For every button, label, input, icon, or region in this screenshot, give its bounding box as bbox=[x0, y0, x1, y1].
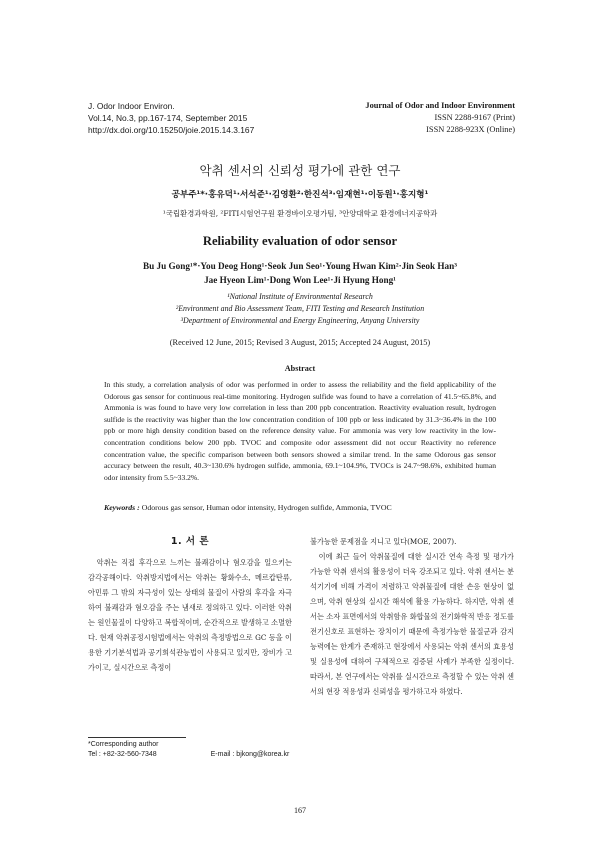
issn-print: ISSN 2288-9167 (Print) bbox=[434, 113, 515, 122]
telephone: Tel : +82-32-560-7348 bbox=[88, 751, 157, 758]
affiliation-2: ²Environment and Bio Assessment Team, FITI Testing and Research Institution bbox=[175, 304, 425, 313]
page-number: 167 bbox=[294, 806, 306, 815]
intro-paragraph-continued: 불가능한 문제점을 지니고 있다(MOE, 2007). bbox=[310, 537, 457, 546]
authors-english-line2: Jae Hyeon Lim¹·Dong Won Lee¹·Ji Hyung Hong¹ bbox=[204, 275, 396, 285]
issn-online: ISSN 2288-923X (Online) bbox=[426, 125, 515, 134]
title-korean: 악취 센서의 신뢰성 평가에 관한 연구 bbox=[199, 163, 401, 178]
affiliations-english bbox=[0, 291, 600, 327]
intro-paragraph-1: 악취는 직접 후각으로 느끼는 불쾌감이나 혐오감을 일으키는 감각공해이다. 악취방지법에서는 악취는 황화수소, 메르캅탄류, 아민류 그 밖의 자극성이 있는 상태의 물질이 사람의 후각을 자극하여 불쾌감과 혐오감을 주는 냄새로 정의하고 있다. 이러한 악취는 원인물질이 다양하고 복합적이며, 순간적으로 발생하고 소멸한다. 현재 악취공정시험법에서는 악취의 측정방법으로 GC 등을 이용한 기기분석법과 공기희석관능법이 사용되고 있지만, 장비가 고가이고, 실시간으로 측정이 bbox=[88, 558, 292, 672]
authors-english bbox=[0, 259, 600, 287]
affiliations-korean: ¹국립환경과학원, ²FITI시험연구원 환경바이오평가팀, ³안양대학교 환경에너지공학과 bbox=[162, 209, 438, 218]
journal-name: Journal of Odor and Indoor Environment bbox=[365, 101, 515, 110]
corresponding-author-footnote bbox=[88, 740, 289, 760]
title-english: Reliability evaluation of odor sensor bbox=[202, 234, 398, 248]
corresponding-label: *Corresponding author bbox=[88, 741, 159, 748]
keywords-line bbox=[104, 503, 504, 512]
authors-korean: 공부주¹*·홍유덕¹·서석준¹·김영환²·한진석³·임재현¹·이동원¹·홍지형¹ bbox=[171, 190, 429, 200]
received-dates: (Received 12 June, 2015; Revised 3 August, 2015; Accepted 24 August, 2015) bbox=[169, 338, 431, 347]
journal-issn-block bbox=[365, 100, 515, 136]
abstract-heading: Abstract bbox=[284, 364, 316, 373]
email-address[interactable]: E-mail : bjkong@korea.kr bbox=[210, 751, 290, 758]
affiliation-1: ¹National Institute of Environmental Research bbox=[227, 292, 373, 301]
keywords-label: Keywords : bbox=[104, 503, 140, 512]
journal-abbrev: J. Odor Indoor Environ. bbox=[88, 101, 175, 111]
column-right bbox=[310, 534, 514, 699]
contact-line bbox=[88, 750, 289, 760]
authors-english-line1: Bu Ju Gong¹*·You Deog Hong¹·Seok Jun Seo¹·Young Hwan Kim²·Jin Seok Han³ bbox=[143, 261, 457, 271]
doi-link[interactable]: http://dx.doi.org/10.15250/joie.2015.14.3.167 bbox=[88, 125, 255, 135]
affiliation-3: ³Department of Environmental and Energy Engineering, Anyang University bbox=[180, 316, 420, 325]
footnote-divider bbox=[88, 737, 186, 738]
abstract-body: In this study, a correlation analysis of odor was performed in order to assess the reliability and the field applicability of the Odorous gas sensor for continuous real-time monitoring. Hydrogen sulfide was found to have a correlation of 41.5~65.8%, and Ammonia is was found to have very low correlation in less than 200 ppb concentration. Reactivity evaluation result, hydrogen sulfide is the reactivity was higher than the low concentration condition of 100 ppb or less indicated by 31.3~36.4% in the 100 ppb or more high density condition based on the reference density value. For ammonia was very low reactivity in the low-concentration conditions below 200 ppb. TVOC and composite odor assessment did not occur Reactivity no reference concentration value, the specific comparison between both sensors showed a similar trend. In the same Odorous gas sensor accuracy between the result, 40.3~130.6% hydrogen sulfide, ammonia, 69.1~104.9%, TVOCs is 24.7~98.6%, exhibited human odor intensity from 5.5~33.2%. bbox=[104, 380, 496, 482]
intro-paragraph-2: 이에 최근 들어 악취물질에 대한 실시간 연속 측정 및 평가가 가능한 악취 센서의 활용성이 더욱 강조되고 있다. 악취 센서는 분석기기에 비해 가격이 저렴하고 악취물질에 대한 손응 현상이 없으며, 악취 현상의 실시간 해석에 활용 가능하다. 하지만, 악취 센서는 소자 표면에서의 악취함유 화합물의 전기화학적 반응 정도를 전기신호로 표현하는 장치이기 때문에 측정가능한 물질군과 감지능력에는 한계가 존재하고 현장에서 사용되는 악취 센서의 효용성 및 실용성에 대하여 구체적으로 검증된 사례가 부족한 실정이다. 따라서, 본 연구에서는 악취를 실시간으로 측정할 수 있는 악취 센서의 현장 적용성과 신뢰성을 평가하고자 하였다. bbox=[310, 552, 514, 696]
keywords-list: Odorous gas sensor, Human odor intensity, Hydrogen sulfide, Ammonia, TVOC bbox=[141, 503, 392, 512]
volume-pages: Vol.14, No.3, pp.167-174, September 2015 bbox=[88, 113, 248, 123]
journal-citation-block bbox=[88, 100, 254, 136]
section-heading-introduction: 1. 서 론 bbox=[170, 536, 210, 547]
column-left bbox=[88, 534, 292, 675]
